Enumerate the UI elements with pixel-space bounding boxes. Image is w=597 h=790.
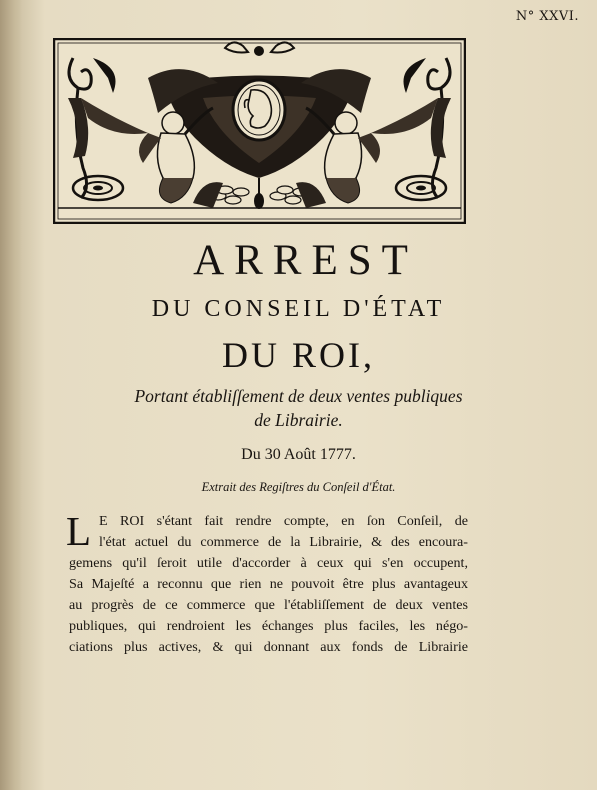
engraved-headpiece-icon [53,38,466,224]
title-arrest: ARREST [193,237,418,284]
body-line: l'état actuel du commerce de la Librairie, & des encoura- [99,534,468,550]
body-line: publiques, qui rendroient les échanges plus faciles, les négo- [69,618,468,634]
subtitle-line-1: Portant établiſſement de deux ventes publiques [134,386,463,406]
page-number: N° XXVI. [515,9,579,24]
title-du-roi: DU ROI, [222,335,375,375]
extract-line: Extrait des Regiſtres du Conſeil d'État. [201,480,396,494]
drop-cap: L [66,508,92,554]
body-line: E ROI s'étant fait rendre compte, en ſon Conſeil, de [99,513,468,529]
body-line: Sa Majeſté a reconnu que rien ne pouvoit être plus avantageux [69,576,468,592]
body-line: ciations plus actives, & qui donnant aux fonds de Librairie [69,639,468,655]
body-line: gemens qu'il ſeroit utile d'accorder à ceux qui s'en occupent, [69,555,468,571]
subtitle-line-2: de Librairie. [254,410,343,430]
title-conseil: DU CONSEIL D'ÉTAT [151,296,446,322]
date-line: Du 30 Août 1777. [241,446,356,463]
body-line: au progrès de ce commerce que l'établiſſement de deux ventes [69,597,468,613]
